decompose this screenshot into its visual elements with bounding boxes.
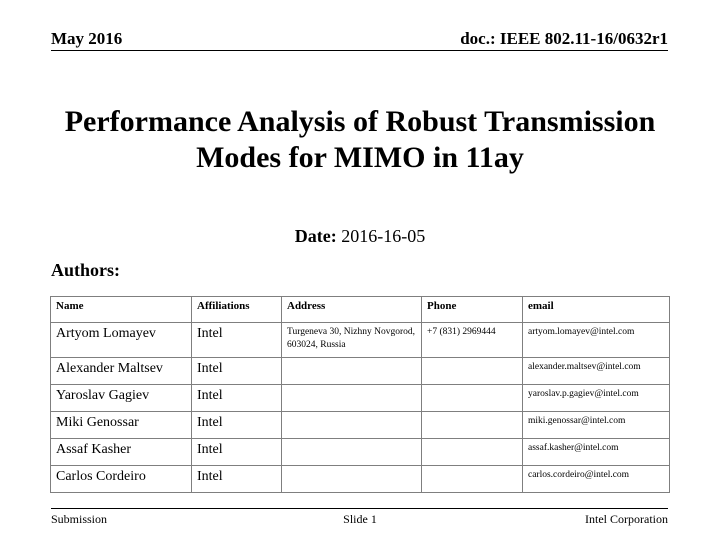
footer-divider bbox=[51, 508, 668, 509]
author-affiliation: Intel bbox=[192, 385, 282, 412]
author-email: assaf.kasher@intel.com bbox=[523, 439, 670, 466]
table-row bbox=[51, 385, 670, 412]
column-header-name: Name bbox=[51, 297, 192, 323]
header-doc-id: doc.: IEEE 802.11-16/0632r1 bbox=[460, 29, 668, 48]
authors-label: Authors: bbox=[51, 260, 121, 280]
author-address bbox=[282, 439, 422, 466]
date-line bbox=[0, 226, 720, 247]
author-name: Assaf Kasher bbox=[51, 439, 192, 466]
author-name: Alexander Maltsev bbox=[51, 358, 192, 385]
header-date: May 2016 bbox=[51, 29, 123, 48]
author-affiliation: Intel bbox=[192, 358, 282, 385]
author-phone bbox=[422, 412, 523, 439]
table-row bbox=[51, 466, 670, 493]
table-header-row bbox=[51, 297, 670, 323]
column-header-address: Address bbox=[282, 297, 422, 323]
date-label: Date: bbox=[294, 226, 337, 246]
table-row bbox=[51, 412, 670, 439]
author-address bbox=[282, 412, 422, 439]
date-value: 2016-16-05 bbox=[341, 226, 426, 246]
author-affiliation: Intel bbox=[192, 439, 282, 466]
author-affiliation: Intel bbox=[192, 323, 282, 358]
author-address bbox=[282, 466, 422, 493]
author-email: miki.genossar@intel.com bbox=[523, 412, 670, 439]
table-row bbox=[51, 358, 670, 385]
author-address: Turgeneva 30, Nizhny Novgorod, 603024, Russia bbox=[282, 323, 422, 358]
authors-table bbox=[50, 296, 670, 493]
column-header-phone: Phone bbox=[422, 297, 523, 323]
author-name: Artyom Lomayev bbox=[51, 323, 192, 358]
table-row bbox=[51, 439, 670, 466]
author-affiliation: Intel bbox=[192, 412, 282, 439]
author-phone bbox=[422, 466, 523, 493]
header-divider bbox=[51, 50, 668, 51]
author-phone bbox=[422, 439, 523, 466]
author-email: artyom.lomayev@intel.com bbox=[523, 323, 670, 358]
author-name: Yaroslav Gagiev bbox=[51, 385, 192, 412]
author-address bbox=[282, 358, 422, 385]
column-header-email: email bbox=[523, 297, 670, 323]
table-row bbox=[51, 323, 670, 358]
author-phone bbox=[422, 385, 523, 412]
slide-title: Performance Analysis of Robust Transmission Modes for MIMO in 11ay bbox=[64, 105, 656, 174]
author-name: Carlos Cordeiro bbox=[51, 466, 192, 493]
author-affiliation: Intel bbox=[192, 466, 282, 493]
author-address bbox=[282, 385, 422, 412]
column-header-affiliations: Affiliations bbox=[192, 297, 282, 323]
author-phone: +7 (831) 2969444 bbox=[422, 323, 523, 358]
author-phone bbox=[422, 358, 523, 385]
author-name: Miki Genossar bbox=[51, 412, 192, 439]
author-email: yaroslav.p.gagiev@intel.com bbox=[523, 385, 670, 412]
author-email: alexander.maltsev@intel.com bbox=[523, 358, 670, 385]
footer-slide-number: Slide 1 bbox=[343, 512, 377, 526]
footer-organization: Intel Corporation bbox=[585, 512, 668, 526]
author-email: carlos.cordeiro@intel.com bbox=[523, 466, 670, 493]
footer-submission: Submission bbox=[51, 512, 108, 526]
